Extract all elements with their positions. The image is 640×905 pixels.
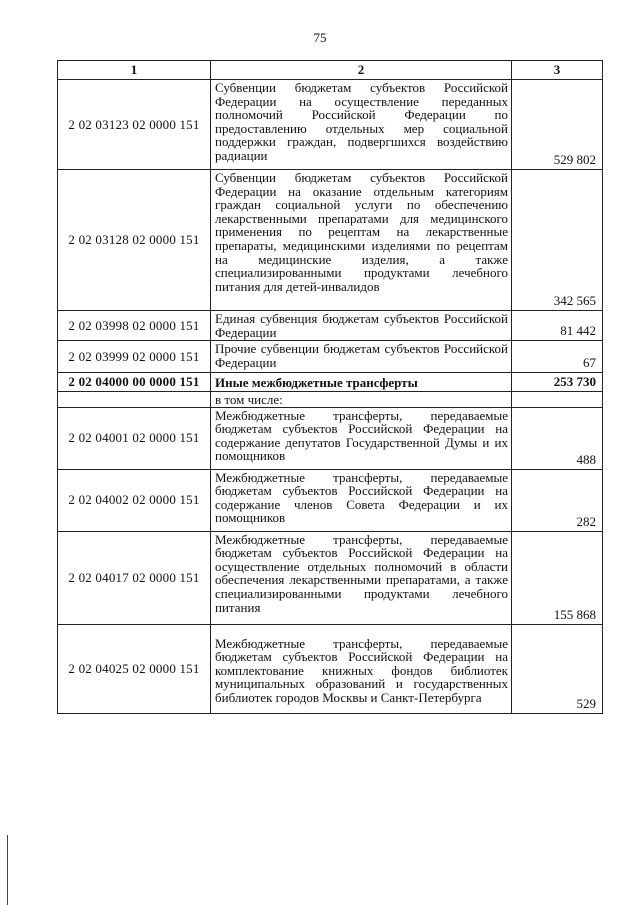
row-description: Прочие субвенции бюджетам субъектов Российской Федерации [211, 341, 512, 373]
row-code: 2 02 03999 02 0000 151 [58, 341, 211, 373]
row-code: 2 02 03123 02 0000 151 [58, 80, 211, 170]
table-row [58, 341, 603, 373]
row-description: Межбюджетные трансферты, передаваемые бюджетам субъектов Российской Федерации на содержание членов Совета Федерации и их помощников [211, 469, 512, 531]
row-code: 2 02 04002 02 0000 151 [58, 469, 211, 531]
row-description: Иные межбюджетные трансферты [211, 373, 512, 392]
row-amount: 488 [512, 407, 603, 469]
row-code: 2 02 04001 02 0000 151 [58, 407, 211, 469]
header-col-2: 2 [211, 61, 512, 80]
table-row [58, 469, 603, 531]
row-amount: 67 [512, 341, 603, 373]
row-code: 2 02 04000 00 0000 151 [58, 373, 211, 392]
row-amount: 155 868 [512, 531, 603, 624]
scan-edge-line [7, 835, 8, 905]
table-row [58, 531, 603, 624]
row-code: 2 02 03998 02 0000 151 [58, 311, 211, 341]
header-col-1: 1 [58, 61, 211, 80]
row-description: Межбюджетные трансферты, передаваемые бюджетам субъектов Российской Федерации на комплектование книжных фондов библиотек муниципальных образований и государственных библиотек городов Москвы и Санкт-Петербурга [211, 624, 512, 713]
row-description: Межбюджетные трансферты, передаваемые бюджетам субъектов Российской Федерации на содержание депутатов Государственной Думы и их помощников [211, 407, 512, 469]
page-number: 75 [313, 30, 327, 45]
row-description: Субвенции бюджетам субъектов Российской Федерации на осуществление переданных полномочий Российской Федерации по предоставлению отдельных мер социальной поддержки граждан, подвергшихся воздействию радиации [211, 80, 512, 170]
table-row-total [58, 373, 603, 392]
row-amount: 529 [512, 624, 603, 713]
table-row [58, 170, 603, 311]
table-row [58, 311, 603, 341]
header-col-3: 3 [512, 61, 603, 80]
table-row [58, 80, 603, 170]
row-amount: 81 442 [512, 311, 603, 341]
row-code: 2 02 03128 02 0000 151 [58, 170, 211, 311]
table-header-row [58, 61, 603, 80]
table-row [58, 407, 603, 469]
row-amount: 529 802 [512, 80, 603, 170]
row-description: Межбюджетные трансферты, передаваемые бюджетам субъектов Российской Федерации на осуществление отдельных полномочий в области обеспечения лекарственными препаратами, а также специализированными продуктами лечебного питания [211, 531, 512, 624]
row-code: 2 02 04025 02 0000 151 [58, 624, 211, 713]
row-amount [512, 392, 603, 408]
row-description: Единая субвенция бюджетам субъектов Российской Федерации [211, 311, 512, 341]
row-amount: 253 730 [512, 373, 603, 392]
row-description: в том числе: [211, 392, 512, 408]
row-code: 2 02 04017 02 0000 151 [58, 531, 211, 624]
row-amount: 282 [512, 469, 603, 531]
row-description: Субвенции бюджетам субъектов Российской Федерации на оказание отдельным категориям граждан социальной услуги по обеспечению лекарственными препаратами для медицинского применения по рецептам на лекарственные препараты, медицинскими изделиями по рецептам на медицинские изделия, а также специализированными продуктами лечебного питания для детей-инвалидов [211, 170, 512, 311]
row-code [58, 392, 211, 408]
row-amount: 342 565 [512, 170, 603, 311]
table-row [58, 624, 603, 713]
table-row [58, 392, 603, 408]
budget-table [57, 60, 603, 714]
